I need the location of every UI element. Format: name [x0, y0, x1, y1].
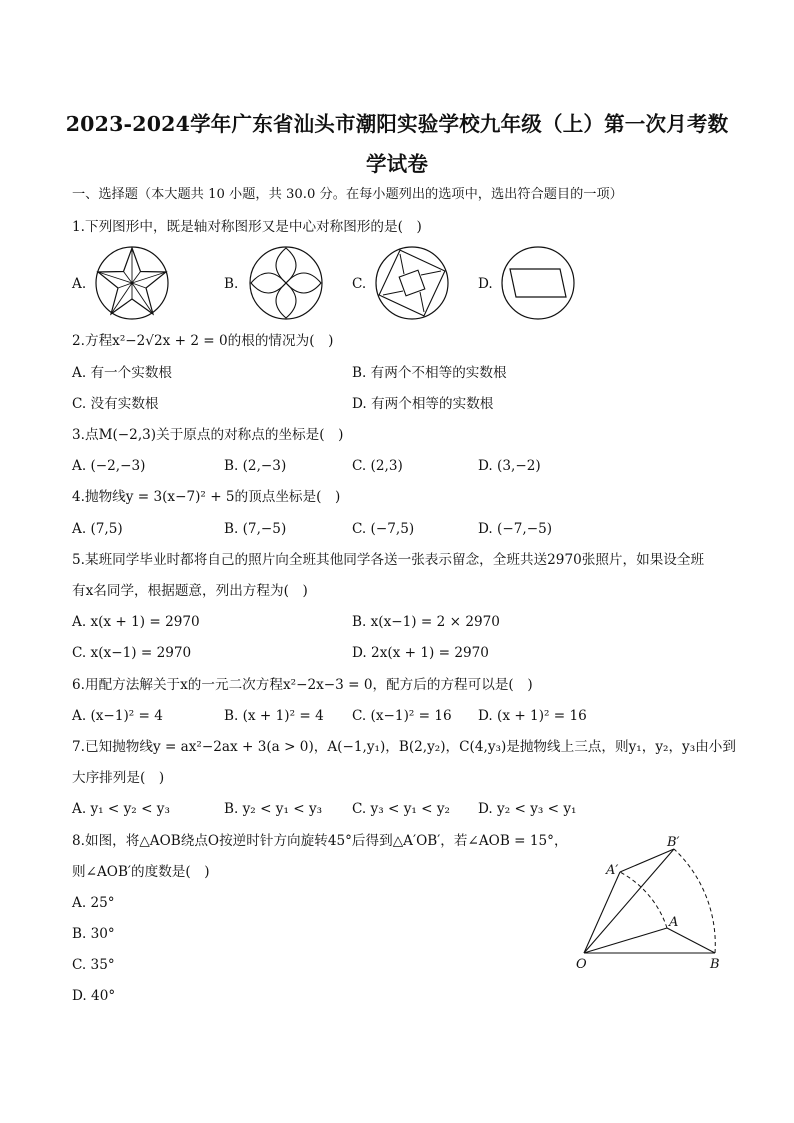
question-7-stem-line-2: 大序排列是( ) — [72, 770, 165, 786]
parallelogram-in-circle-figure — [500, 245, 576, 321]
q2-option-c: C. 没有实数根 — [72, 396, 159, 412]
q4-option-b: B. (7,−5) — [224, 521, 287, 537]
section-heading: 一、选择题（本大题共 10 小题，共 30.0 分。在每小题列出的选项中，选出符合题目的一项） — [72, 187, 623, 202]
question-8-stem-line-2: 则∠AOB′的度数是( ) — [72, 864, 210, 880]
segment-oa-prime — [584, 872, 620, 953]
question-1-stem: 1.下列图形中，既是轴对称图形又是中心对称图形的是( ) — [72, 219, 422, 235]
q3-option-b: B. (2,−3) — [224, 458, 287, 474]
page-title — [40, 104, 754, 184]
segment-oa — [584, 928, 667, 953]
star-in-circle-figure — [94, 245, 170, 321]
q3-option-d: D. (3,−2) — [478, 458, 541, 474]
segment-ab — [667, 928, 715, 953]
segment-ob-prime — [584, 849, 674, 953]
q8-option-b: B. 30° — [72, 926, 115, 942]
q1-option-c: C. — [352, 276, 367, 292]
label-b: B — [710, 957, 720, 972]
question-6-stem: 6.用配方法解关于x的一元二次方程x²−2x−3 = 0，配方后的方程可以是( ) — [72, 677, 533, 693]
flower-in-circle-figure — [248, 245, 324, 321]
q8-option-d: D. 40° — [72, 988, 116, 1004]
squares-in-circle-figure — [374, 245, 450, 321]
q8-option-c: C. 35° — [72, 957, 115, 973]
label-a: A — [669, 915, 679, 930]
q3-option-a: A. (−2,−3) — [72, 458, 146, 474]
title-line-2: 学试卷 — [365, 152, 429, 176]
q5-option-a: A. x(x + 1) = 2970 — [72, 614, 200, 630]
q5-option-b: B. x(x−1) = 2 × 2970 — [352, 614, 500, 630]
q6-option-b: B. (x + 1)² = 4 — [224, 708, 324, 724]
q3-option-c: C. (2,3) — [352, 458, 403, 474]
q1-option-b: B. — [224, 276, 239, 292]
q8-option-a: A. 25° — [72, 895, 115, 911]
q7-option-b: B. y₂ < y₁ < y₃ — [224, 801, 323, 817]
q7-option-d: D. y₂ < y₃ < y₁ — [478, 801, 577, 817]
q2-option-d: D. 有两个相等的实数根 — [352, 396, 494, 412]
q1-option-a: A. — [72, 276, 87, 292]
q5-option-c: C. x(x−1) = 2970 — [72, 645, 192, 661]
arc-a-to-a-prime — [620, 872, 667, 928]
q4-option-a: A. (7,5) — [72, 521, 123, 537]
q2-option-b: B. 有两个不相等的实数根 — [352, 365, 507, 381]
rotation-diagram — [570, 828, 730, 973]
label-b-prime: B′ — [667, 835, 680, 850]
question-5-stem-line-1: 5.某班同学毕业时都将自己的照片向全班其他同学各送一张表示留念，全班共送2970张照片，如果设全班 — [72, 552, 705, 568]
q4-option-c: C. (−7,5) — [352, 521, 415, 537]
q6-option-d: D. (x + 1)² = 16 — [478, 708, 587, 724]
arc-b-to-b-prime — [674, 849, 715, 953]
question-7-stem-line-1: 7.已知抛物线y = ax²−2ax + 3(a > 0)，A(−1,y₁)，B(2,y₂)，C(4,y₃)是抛物线上三点，则y₁，y₂，y₃由小到 — [72, 739, 736, 755]
question-5-stem-line-2: 有x名同学，根据题意，列出方程为( ) — [72, 583, 308, 599]
q1-option-d: D. — [478, 276, 493, 292]
label-o: O — [576, 957, 587, 972]
q7-option-c: C. y₃ < y₁ < y₂ — [352, 801, 451, 817]
q6-option-c: C. (x−1)² = 16 — [352, 708, 452, 724]
question-8-stem-line-1: 8.如图，将△AOB绕点O按逆时针方向旋转45°后得到△A′OB′，若∠AOB = 15°， — [72, 833, 568, 849]
q5-option-d: D. 2x(x + 1) = 2970 — [352, 645, 489, 661]
question-3-stem: 3.点M(−2,3)关于原点的对称点的坐标是( ) — [72, 427, 344, 443]
q2-option-a: A. 有一个实数根 — [72, 365, 173, 381]
title-line-1: 2023-2024学年广东省汕头市潮阳实验学校九年级（上）第一次月考数 — [65, 112, 729, 136]
q6-option-a: A. (x−1)² = 4 — [72, 708, 163, 724]
q7-option-a: A. y₁ < y₂ < y₃ — [72, 801, 170, 817]
q4-option-d: D. (−7,−5) — [478, 521, 553, 537]
question-2-stem: 2.方程x²−2√2x + 2 = 0的根的情况为( ) — [72, 333, 334, 349]
segment-a-prime-b-prime — [620, 849, 674, 872]
label-a-prime: A′ — [606, 863, 619, 878]
question-4-stem: 4.抛物线y = 3(x−7)² + 5的顶点坐标是( ) — [72, 489, 341, 505]
